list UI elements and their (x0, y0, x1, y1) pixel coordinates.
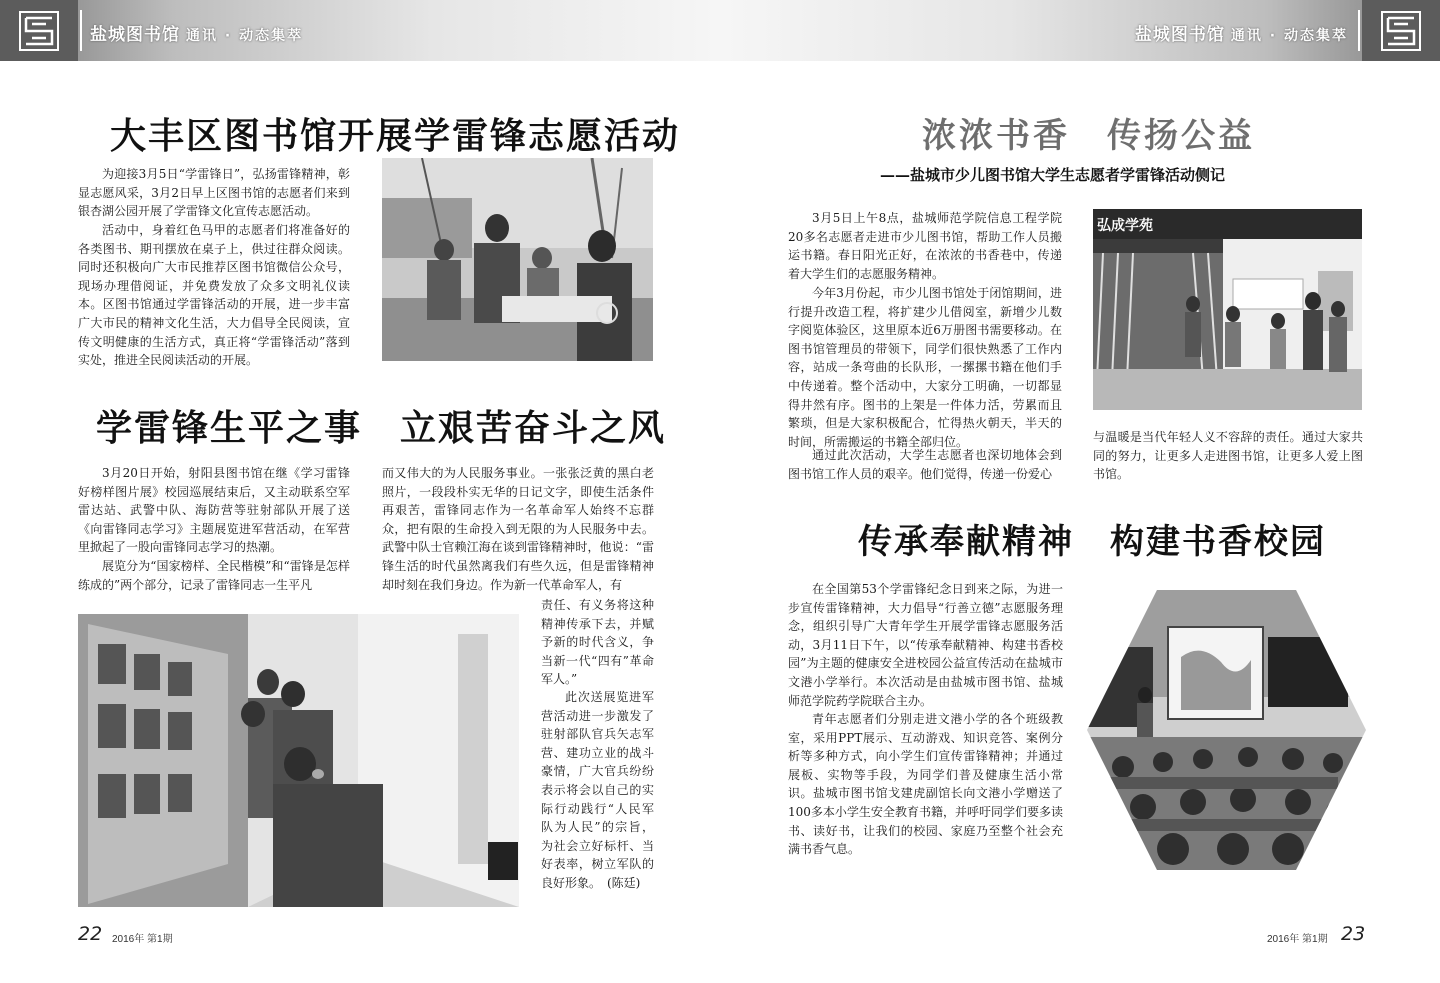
photo-sign-text: 弘成学苑 (1097, 218, 1153, 234)
article2-paragraph-1: 3月20日开始，射阳县图书馆在继《学习雷锋好榜样图片展》校园巡展结束后，又主动联系空军雷达站、武警中队、海防营等驻射部队开展了送《向雷锋同志学习》主题展览进军营活动，在军营里掀起了一股向雷锋同志学习的热潮。 (78, 466, 350, 555)
article1-title: 大丰区图书馆开展学雷锋志愿活动 (110, 116, 681, 157)
article3-paragraph-1: 3月5日上午8点，盐城师范学院信息工程学院20多名志愿者走进市少儿图书馆，帮助工作人员搬运书籍。春日阳光正好，在浓浓的书香巷中，传递着大学生们的志愿服务精神。 (788, 211, 1062, 281)
header-section: 通讯 · 动态集萃 (1230, 28, 1348, 44)
article2-column-2: 而又伟大的为人民服务事业。一张张泛黄的黑白老照片，一段段朴实无华的日记文字，即使生活条件再艰苦，雷锋同志作为一名革命军人始终不忘群众，把有限的生命投入到无限的为人民服务中去。武警中队士官赖江海在谈到雷锋精神时，他说：“雷锋生活的时代虽然离我们有些久远，但是雷锋精神却时刻在我们身边。作为新一代革命军人，有 (382, 466, 654, 592)
header-brand: 盐城图书馆 (90, 25, 180, 45)
page-number-left: 22 (78, 923, 103, 945)
page-header (0, 0, 1440, 61)
army-exhibition-photo (78, 614, 519, 907)
page-number-right: 23 (1341, 923, 1366, 945)
article3-subtitle: ——盐城市少儿图书馆大学生志愿者学雷锋活动侧记 (880, 166, 1226, 184)
article3-paragraph-3: 通过此次活动，大学生志愿者也深切地体会到图书馆工作人员的艰辛。他们觉得，传递一份爱心 (788, 448, 1062, 481)
article1-paragraph-1: 为迎接3月5日“学雷锋日”，弘扬雷锋精神，彰显志愿风采，3月2日早上区图书馆的志愿者们来到银杏湖公园开展了学雷锋文化宣传志愿活动。 (78, 167, 350, 219)
article2-title: 学雷锋生平之事 立艰苦奋斗之风 (96, 408, 667, 449)
article4-title: 传承奉献精神 构建书香校园 (858, 522, 1326, 562)
article4-paragraph-2: 青年志愿者们分别走进文港小学的各个班级教室，采用PPT展示、互动游戏、知识竞答、案例分析等多种方式，向小学生们宣传雷锋精神；并通过展板、实物等手段，为同学们普及健康生活小常识。盐城市图书馆戈建虎副馆长向文港小学赠送了100多本小学生安全教育书籍，并呼吁同学们要多读书、读好书，让我们的校园、家庭乃至整个社会充满书香气息。 (788, 712, 1063, 857)
article2-column-3-paragraph-2: 此次送展览进军营活动进一步激发了驻射部队官兵矢志军营、建功立业的战斗豪情，广大官兵纷纷表示将会以自己的实际行动践行“人民军队为人民”的宗旨，为社会立好标杆、当好表率，树立军队的良好形象。 (陈廷) (541, 690, 654, 890)
article1-paragraph-2: 活动中，身着红色马甲的志愿者们将准备好的各类图书、期刊摆放在桌子上，供过往群众阅读。同时还积极向广大市民推荐区图书馆微信公众号，现场办理借阅证，并免费发放了众多文明礼仪读本。区图书馆通过学雷锋活动的开展，进一步丰富广大市民的精神文化生活，大力倡导全民阅读，宣传文明健康的生活方式，真正将“学雷锋活动”落到实处，推进全民阅读活动的开展。 (78, 223, 350, 368)
article4-paragraph-1: 在全国第53个学雷锋纪念日到来之际，为进一步宣传雷锋精神，大力倡导“行善立德”志愿服务理念，组织引导广大青年学生开展学雷锋志愿服务活动，3月11日下午，以“传承奉献精神、构建书香校园”为主题的健康安全进校园公益宣传活动在盐城市文港小学举行。本次活动是由盐城市图书馆、盐城师范学院药学院联合主办。 (788, 582, 1063, 708)
article3-paragraph-2: 今年3月份起，市少儿图书馆处于闭馆期间，进行提升改造工程，将扩建少儿借阅室，新增少儿数字阅览体验区，这里原本近6万册图书需要移动。在图书馆管理员的带领下，同学们很快熟悉了工作内容，站成一条弯曲的长队形，一摞摞书籍在他们手中传递着。整个活动中，大家分工明确，一切都显得井然有序。图书的上架是一件体力活，劳累而且繁琐，但是大家积极配合，忙得热火朝天，半天的时间，所需搬运的书籍全部归位。 (788, 286, 1062, 449)
library-logo-icon (0, 0, 78, 61)
article2-paragraph-2: 展览分为“国家榜样、全民楷模”和“雷锋是怎样练成的”两个部分，记录了雷锋同志一生平凡 (78, 559, 350, 592)
article3-title: 浓浓书香 传扬公益 (922, 116, 1255, 156)
header-section: 通讯 · 动态集萃 (186, 28, 304, 44)
header-title-right (1135, 20, 1348, 45)
article2-column-3: 责任、有义务将这种精神传承下去，并赋予新的时代含义，争当新一代“四有”革命军人。” (541, 598, 654, 687)
issue-label-right: 2016年 第1期 (1267, 934, 1328, 945)
header-title-left (90, 20, 303, 45)
library-volunteer-photo (1093, 209, 1362, 410)
article3-continuation: 与温暖是当代年轻人义不容辞的责任。通过大家共同的努力，让更多人走进图书馆，让更多人爱上图书馆。 (1093, 430, 1363, 482)
volunteer-activity-photo (382, 158, 653, 361)
library-logo-icon (1362, 0, 1440, 61)
classroom-hexagon-photo (1083, 587, 1370, 874)
header-brand: 盐城图书馆 (1134, 25, 1225, 45)
issue-label-left: 2016年 第1期 (112, 934, 173, 945)
